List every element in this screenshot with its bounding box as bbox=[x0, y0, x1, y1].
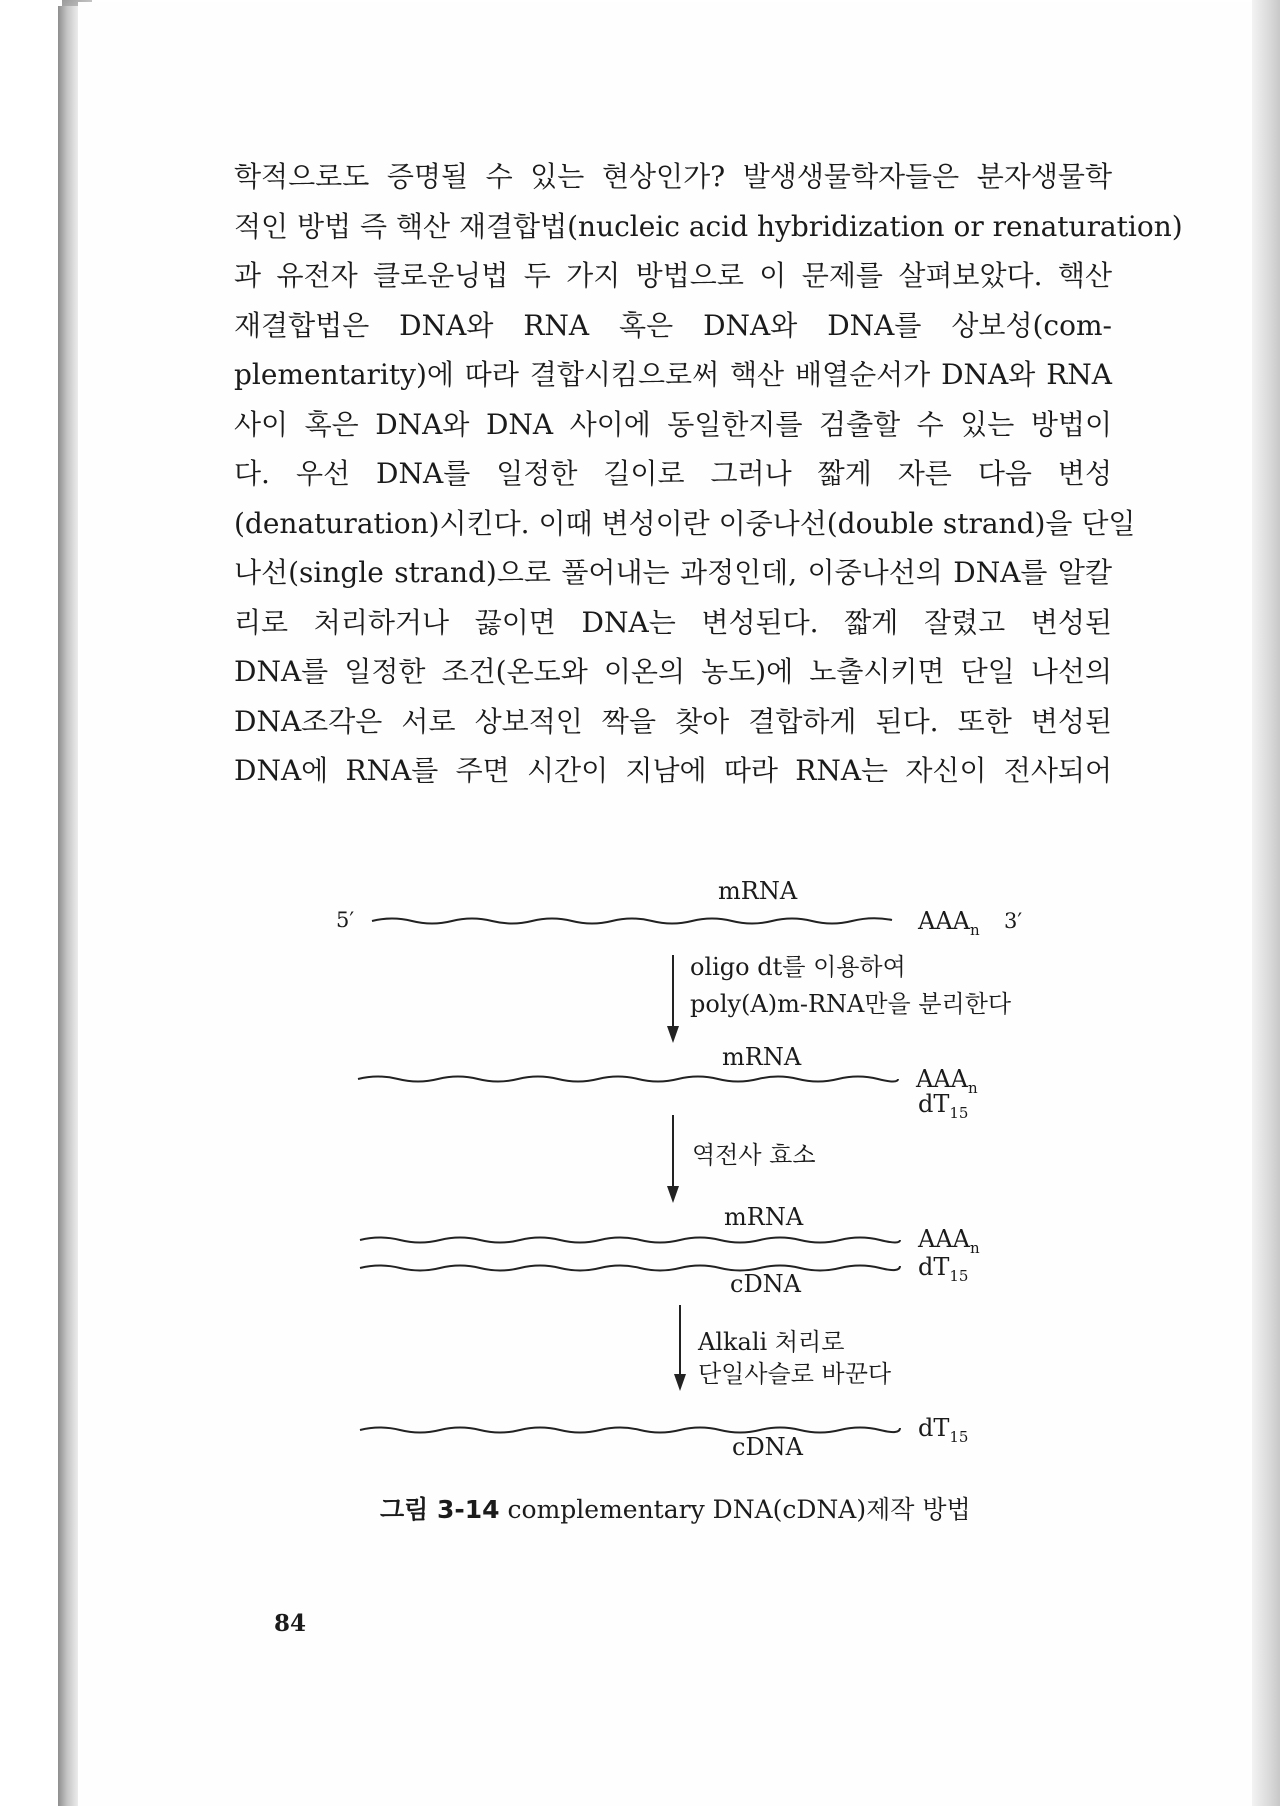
mrna-label-3: mRNA bbox=[724, 1203, 804, 1231]
cdna-label-3: cDNA bbox=[730, 1270, 802, 1298]
mrna-label-2: mRNA bbox=[722, 1043, 802, 1071]
text-line: 리로 처리하거나 끓이면 DNA는 변성된다. 짧게 잘렸고 변성된 bbox=[234, 605, 1112, 639]
figure-caption-text: complementary DNA(cDNA)제작 방법 bbox=[507, 1495, 971, 1524]
text-line: (denaturation)시킨다. 이때 변성이란 이중나선(double strand)을 단일 bbox=[234, 506, 1136, 540]
text-line: DNA에 RNA를 주면 시간이 지남에 따라 RNA는 자신이 전사되어 bbox=[234, 754, 1112, 787]
poly-a-label-3: $AAA_n$ bbox=[918, 1225, 980, 1257]
oligo-dt-label-3: $dT_{15}$ bbox=[918, 1253, 969, 1285]
oligo-dt-label-2: $dT_{15}$ bbox=[918, 1090, 969, 1122]
mrna-strand-3 bbox=[360, 1238, 900, 1243]
text-line: 다. 우선 DNA를 일정한 길이로 그러나 짧게 자른 다음 변성 bbox=[234, 457, 1112, 490]
text-line: DNA를 일정한 조건(온도와 이온의 농도)에 노출시키면 단일 나선의 bbox=[234, 655, 1112, 688]
text-line: 과 유전자 클로운닝법 두 가지 방법으로 이 문제를 살펴보았다. 핵산 bbox=[234, 259, 1112, 292]
arrow-head-2 bbox=[667, 1186, 679, 1203]
step1-note-line2: poly(A)m-RNA만을 분리한다 bbox=[690, 990, 1012, 1018]
page-number: 84 bbox=[274, 1610, 307, 1637]
step3-note-line1: Alkali 처리로 bbox=[698, 1328, 845, 1356]
mrna-strand-2 bbox=[358, 1077, 898, 1082]
poly-a-label-2: $AAA_n$ bbox=[916, 1065, 978, 1097]
five-prime-label: 5′ bbox=[336, 908, 355, 932]
reverse-transcriptase-label: 역전사 효소 bbox=[692, 1141, 816, 1169]
cdna-label-4: cDNA bbox=[732, 1433, 804, 1461]
text-line: 나선(single strand)으로 풀어내는 과정인데, 이중나선의 DNA를 알칼 bbox=[234, 556, 1112, 589]
cdna-strand-4 bbox=[360, 1428, 900, 1433]
mrna-label-1: mRNA bbox=[718, 877, 798, 905]
arrow-head-1 bbox=[667, 1026, 679, 1043]
text-line: plementarity)에 따라 결합시킴으로써 핵산 배열순서가 DNA와 RNA bbox=[234, 358, 1112, 391]
arrow-head-3 bbox=[674, 1374, 686, 1391]
figure-caption bbox=[380, 1490, 971, 1526]
text-line: 사이 혹은 DNA와 DNA 사이에 동일한지를 검출할 수 있는 방법이 bbox=[234, 407, 1112, 441]
figure-number: 그림 3-14 bbox=[380, 1495, 500, 1524]
text-line: 학적으로도 증명될 수 있는 현상인가? 발생생물학자들은 분자생물학 bbox=[234, 160, 1112, 193]
text-line: 재결합법은 DNA와 RNA 혹은 DNA와 DNA를 상보성(com- bbox=[234, 308, 1112, 342]
step3-note-line2: 단일사슬로 바꾼다 bbox=[698, 1360, 892, 1388]
poly-a-label-1: $AAA_n$ bbox=[918, 907, 980, 939]
text-line: 적인 방법 즉 핵산 재결합법(nucleic acid hybridization or renaturation) bbox=[234, 209, 1183, 243]
oligo-dt-label-4: $dT_{15}$ bbox=[918, 1414, 969, 1446]
three-prime-label: 3′ bbox=[1004, 909, 1023, 933]
mrna-strand-1 bbox=[372, 918, 892, 923]
text-line: DNA조각은 서로 상보적인 짝을 찾아 결합하게 된다. 또한 변성된 bbox=[234, 704, 1112, 738]
step1-note-line1: oligo dt를 이용하여 bbox=[690, 953, 906, 981]
cdna-strand-3 bbox=[360, 1266, 900, 1271]
